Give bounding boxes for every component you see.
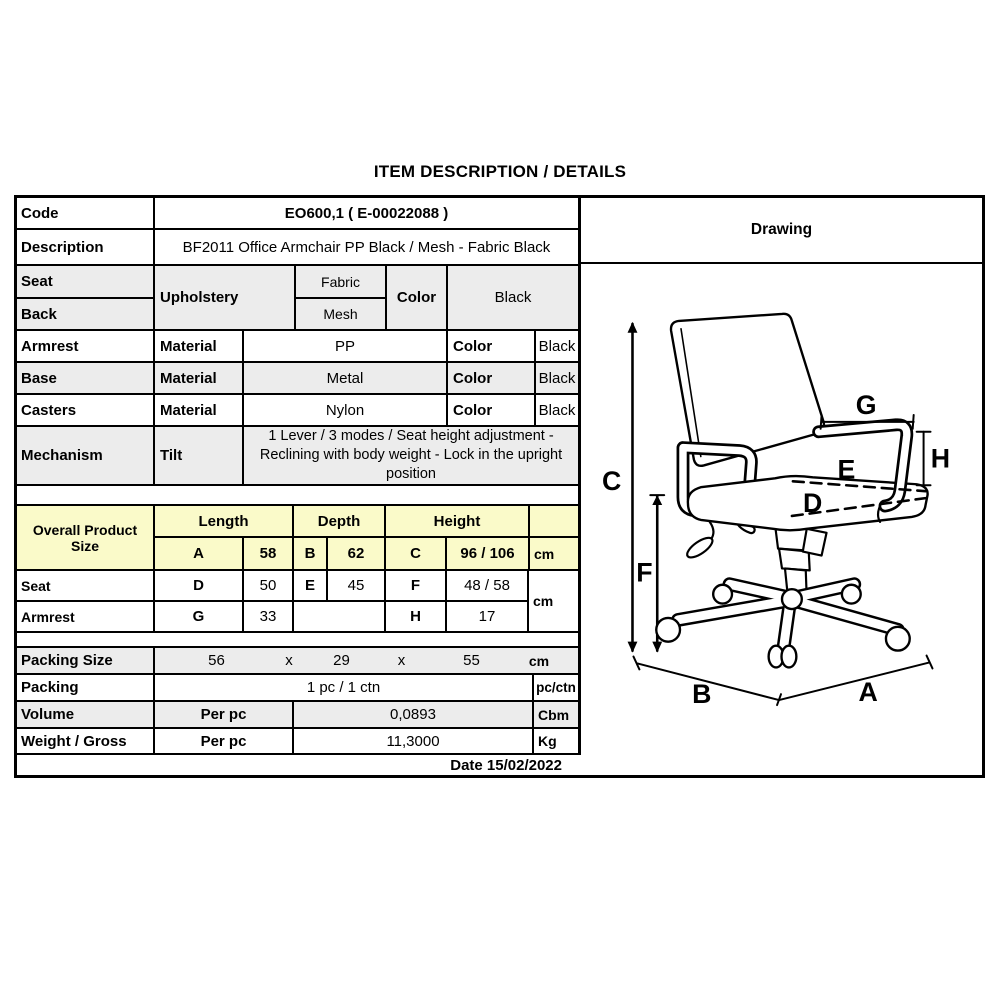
row-size-seat	[17, 571, 527, 602]
casters-color-label: Color	[448, 395, 536, 427]
size-table-header	[17, 506, 578, 571]
label-G: G	[855, 389, 877, 420]
label-C: C	[602, 466, 622, 497]
casters-prop: Material	[155, 395, 244, 427]
upholstery-materials	[296, 266, 387, 331]
col-height: Height	[386, 506, 530, 538]
dim-G-value: 33	[244, 602, 294, 633]
description-label: Description	[17, 230, 155, 266]
row-weight	[17, 729, 578, 755]
casters-color-value: Black	[536, 395, 578, 427]
mechanism-value: 1 Lever / 3 modes / Seat height adjustment - Reclining with body weight - Lock in the upright position	[244, 427, 578, 486]
spacer-row	[17, 486, 578, 506]
volume-unit: Cbm	[534, 702, 578, 729]
sheet-body	[17, 198, 982, 755]
volume-label: Volume	[17, 702, 155, 729]
dim-H: H	[386, 602, 447, 633]
chair-base	[678, 584, 898, 651]
dim-B-value: 62	[328, 538, 386, 571]
size-seat-label: Seat	[17, 571, 155, 602]
spec-sheet	[14, 195, 985, 778]
row-packing-size	[17, 648, 578, 675]
row-description	[17, 230, 578, 266]
back-label: Back	[21, 305, 57, 323]
tilt-mechanism-box	[803, 529, 827, 556]
base-color-value: Black	[536, 363, 578, 395]
casters-value: Nylon	[244, 395, 448, 427]
packing-size-v2: 29	[333, 652, 350, 669]
base-color-label: Color	[448, 363, 536, 395]
code-value: EO600,1 ( E-00022088 )	[155, 198, 578, 230]
seat-back-labels	[17, 266, 155, 331]
base-prop: Material	[155, 363, 244, 395]
dim-H-value: 17	[447, 602, 527, 633]
mechanism-prop: Tilt	[155, 427, 244, 486]
spec-table	[17, 198, 578, 755]
dim-G: G	[155, 602, 244, 633]
dim-A: A	[155, 538, 244, 571]
drawing-header: Drawing	[581, 198, 982, 264]
seat-label: Seat	[17, 266, 153, 299]
weight-per: Per pc	[155, 729, 294, 755]
dim-line-A	[777, 656, 932, 706]
armrest-label: Armrest	[17, 331, 155, 363]
packing-size-v3: 55	[463, 652, 480, 669]
label-H: H	[930, 443, 951, 474]
weight-label: Weight / Gross	[17, 729, 155, 755]
size-body-rows	[17, 571, 527, 633]
dim-C-value: 96 / 106	[447, 538, 530, 571]
packing-unit: pc/ctn	[534, 675, 578, 702]
packing-size-sep1: x	[285, 652, 293, 669]
upholstery-fabric: Fabric	[296, 266, 385, 299]
dim-C: C	[386, 538, 447, 571]
volume-value: 0,0893	[294, 702, 534, 729]
upholstery-color-value: Black	[448, 266, 578, 331]
armrest-color-label: Color	[448, 331, 536, 363]
armrest-color-value: Black	[536, 331, 578, 363]
weight-value: 11,3000	[294, 729, 534, 755]
description-value: BF2011 Office Armchair PP Black / Mesh - Fabric Black	[155, 230, 578, 266]
base-hub	[782, 589, 802, 609]
weight-unit: Kg	[534, 729, 578, 755]
row-packing	[17, 675, 578, 702]
casters-label: Casters	[17, 395, 155, 427]
size-armrest-empty	[294, 602, 386, 633]
dim-D: D	[155, 571, 244, 602]
size-body-unit: cm	[527, 571, 578, 633]
caster-right	[886, 627, 910, 651]
packing-value: 1 pc / 1 ctn	[155, 675, 534, 702]
date-row	[17, 755, 982, 775]
label-F: F	[636, 557, 653, 588]
col-unit-spacer	[530, 506, 578, 538]
caster-left	[656, 618, 680, 642]
packing-size-v1: 56	[208, 652, 225, 669]
label-D: D	[803, 487, 823, 518]
armrest-value: PP	[244, 331, 448, 363]
row-volume	[17, 702, 578, 729]
dim-E-value: 45	[328, 571, 386, 602]
row-mechanism	[17, 427, 578, 486]
upholstery-mesh: Mesh	[323, 306, 358, 322]
packing-size-sep2: x	[397, 652, 406, 669]
volume-per: Per pc	[155, 702, 294, 729]
dim-D-value: 50	[244, 571, 294, 602]
spacer-row	[17, 633, 578, 648]
base-value: Metal	[244, 363, 448, 395]
caster-back-left	[713, 585, 732, 604]
dim-B: B	[294, 538, 328, 571]
size-table-body	[17, 571, 578, 633]
dim-line-C	[628, 322, 638, 653]
packing-label: Packing	[17, 675, 155, 702]
chair-tilt-lever	[684, 522, 715, 561]
code-label: Code	[17, 198, 155, 230]
date-value: Date 15/02/2022	[450, 756, 562, 774]
caster-front	[769, 646, 797, 668]
caster-back-right	[842, 585, 861, 604]
label-A: A	[858, 677, 878, 708]
row-code	[17, 198, 578, 230]
chair-drawing	[581, 264, 982, 755]
size-header-label: Overall Product Size	[17, 506, 155, 571]
base-label: Base	[17, 363, 155, 395]
drawing-panel	[578, 198, 982, 755]
dim-line-H	[917, 432, 931, 485]
upholstery-color-label: Color	[387, 266, 448, 331]
packing-size-label: Packing Size	[17, 648, 155, 675]
size-armrest-label: Armrest	[17, 602, 155, 633]
row-seat-back	[17, 266, 578, 331]
row-armrest	[17, 331, 578, 363]
packing-size-unit: cm	[528, 652, 550, 669]
dim-E: E	[294, 571, 328, 602]
armrest-prop: Material	[155, 331, 244, 363]
row-casters	[17, 395, 578, 427]
col-depth: Depth	[294, 506, 386, 538]
row-base	[17, 363, 578, 395]
dim-F: F	[386, 571, 447, 602]
dim-F-value: 48 / 58	[447, 571, 527, 602]
mechanism-label: Mechanism	[17, 427, 155, 486]
overall-unit: cm	[530, 538, 578, 571]
dim-A-value: 58	[244, 538, 294, 571]
drawing-canvas	[581, 264, 982, 755]
upholstery-label: Upholstery	[155, 266, 296, 331]
row-size-armrest	[17, 602, 527, 633]
label-B: B	[692, 679, 712, 710]
label-E: E	[837, 454, 856, 485]
size-header-cols	[155, 506, 578, 571]
page-title: ITEM DESCRIPTION / DETAILS	[373, 162, 627, 181]
col-length: Length	[155, 506, 294, 538]
